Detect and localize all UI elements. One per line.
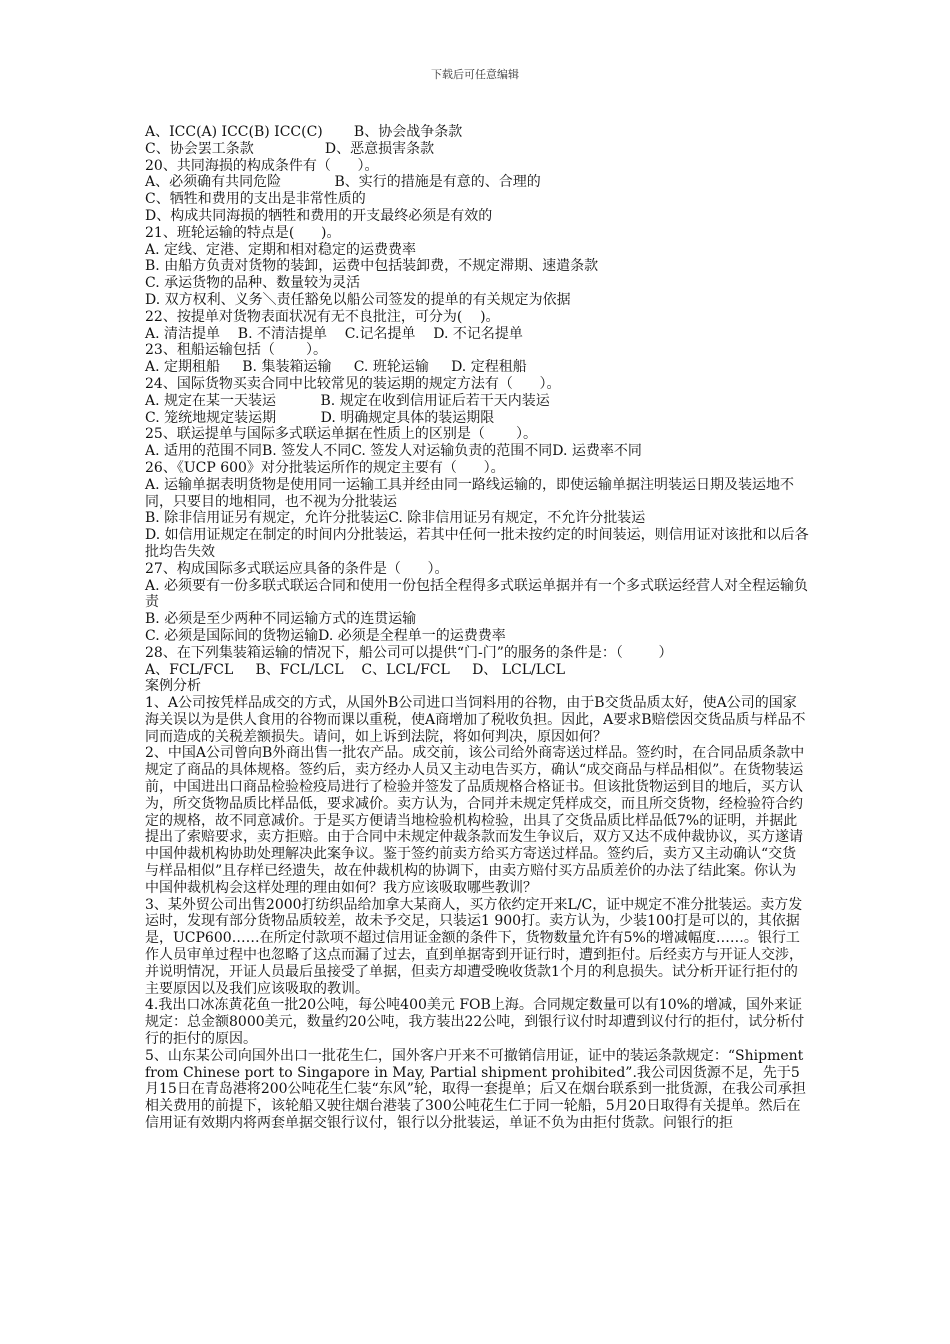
text-line: A. 适用的范围不同B. 签发人不同C. 签发人对运输负责的范围不同D. 运费率不同 xyxy=(145,443,642,460)
text-line: A、必须确有共同危险 B、实行的措施是有意的、合理的 xyxy=(145,174,541,191)
text-line: 20、共同海损的构成条件有（ ）。 xyxy=(145,157,379,174)
text-line: A. 定线、定港、定期和相对稳定的运费费率 xyxy=(145,241,417,258)
text-line: A. 定期租船 B. 集装箱运输 C. 班轮运输 D. 定程租船 xyxy=(145,359,527,376)
page-header: 下载后可任意编辑 xyxy=(431,68,519,81)
text-line: B. 由船方负责对货物的装卸，运费中包括装卸费，不规定滞期、速遣条款 xyxy=(145,258,599,275)
text-line: 24、国际货物买卖合同中比较常见的装运期的规定方法有（ ）。 xyxy=(145,375,561,392)
text-line: A、ICC(A) ICC(B) ICC(C) B、协会战争条款 xyxy=(145,124,463,140)
text-line: B. 除非信用证另有规定，允许分批装运C. 除非信用证另有规定，不允许分批装运 xyxy=(145,510,646,527)
text-line: D. 双方权利、义务＼责任豁免以船公司签发的提单的有关规定为依据 xyxy=(145,291,571,308)
text-line: C. 笼统地规定装运期 D. 明确规定具体的装运期限 xyxy=(145,409,495,426)
text-line: 2、中国A公司曾向B外商出售一批农产品。成交前，该公司给外商寄送过样品。签约时，在合同品质条款中规定了商品的具体规格。签约后，卖方经办人员又主动电告买方，确认“成交商品与样品相似”。在货物装运前，中国进出口商品检验检疫局进行了检验并签发了品质规格合格证书。但该批货物运到目的地后，买方认为，所交货物品质比样品低，要求减价。卖方认为，合同并未规定凭样成交，而且所交货物，经检验符合约定的规格，故不同意减价。于是买方便请当地检验机构检验，出具了交货品质比样品低7%的证明，并据此提出了索赔要求，卖方拒赔。由于合同中未规定仲裁条款而发生争议后，双方又达不成仲裁协议，买方遂请中国仲裁机构协助处理解决此案争议。鉴于签约前卖方给买方寄送过样品。签约后，卖方又主动确认“交货与样品相似”且存样已经遗失，故在仲裁机构的协调下，由卖方赔付买方品质差价的办法了结此案。你认为中国仲裁机构会这样处理的理由如何？我方应该吸取哪些教训？ xyxy=(145,745,805,896)
text-line: A、FCL/FCL B、FCL/LCL C、LCL/FCL D、 LCL/LCL xyxy=(145,661,566,678)
text-line: 22、按提单对货物表面状况有无不良批注，可分为( )。 xyxy=(145,308,500,325)
text-line: 21、班轮运输的特点是( )。 xyxy=(145,224,341,241)
text-line: D、构成共同海损的牺牲和费用的开支最终必须是有效的 xyxy=(145,207,493,224)
text-line: 25、联运提单与国际多式联运单据在性质上的区别是（ ）。 xyxy=(145,426,537,443)
document-body xyxy=(145,124,810,1132)
text-line: B. 必须是至少两种不同运输方式的连贯运输 xyxy=(145,611,417,628)
text-line: C、协会罢工条款 D、恶意损害条款 xyxy=(145,140,435,157)
text-line: 26、《UCP 600》对分批装运所作的规定主要有（ ）。 xyxy=(145,459,505,476)
text-line: C. 承运货物的品种、数量较为灵活 xyxy=(145,275,361,292)
text-line: 23、租船运输包括（ ）。 xyxy=(145,342,327,359)
text-line: A. 必须要有一份多联式联运合同和使用一份包括全程得多式联运单据并有一个多式联运经营人对全程运输负责 xyxy=(145,577,809,611)
text-line: 5、山东某公司向国外出口一批花生仁，国外客户开来不可撤销信用证，证中的装运条款规定：“Shipment from Chinese port to Singapore in May, Partial shipment prohibited”.我公司因货源不足，先于5月15日在青岛港将200公吨花生仁装“东风”轮，取得一套提单；后又在烟台联系到一批货源，在我公司承担相关费用的前提下，该轮船又驶往烟台港装了300公吨花生仁于同一轮船，5月20日取得有关提单。然后在信用证有效期内将两套单据交银行议付，银行以分批装运，单证不负为由拒付货款。问银行的拒 xyxy=(145,1047,808,1132)
text-line: 4.我出口冰冻黄花鱼一批20公吨，每公吨400美元 FOB上海。合同规定数量可以有10%的增减，国外来证规定：总金额8000美元，数量约20公吨，我方装出22公吨，到银行议付时却遭到议付行的拒付，试分析付行的拒付的原因。 xyxy=(145,997,805,1048)
text-line: C. 必须是国际间的货物运输D. 必须是全程单一的运费费率 xyxy=(145,627,506,644)
text-line: 1、A公司按凭样品成交的方式，从国外B公司进口当饲料用的谷物，由于B交货品质太好，使A公司的国家海关误以为是供人食用的谷物而课以重税，使A商增加了税收负担。因此，A要求B赔偿因交货品质与样品不同而造成的关税差额损失。请问，如上诉到法院，将如何判决，原因如何？ xyxy=(145,695,806,745)
text-line: A. 运输单据表明货物是使用同一运输工具并经由同一路线运输的，即使运输单据注明装运日期及装运地不同，只要目的地相同，也不视为分批装运 xyxy=(145,476,795,510)
text-line: A. 规定在某一天装运 B. 规定在收到信用证后若干天内装运 xyxy=(145,392,550,409)
text-line: A. 清洁提单 B. 不清洁提单 C.记名提单 D. 不记名提单 xyxy=(145,325,523,342)
text-line: D. 如信用证规定在制定的时间内分批装运，若其中任何一批未按约定的时间装运，则信用证对该批和以后各批均告失效 xyxy=(145,527,809,560)
text-line: 27、构成国际多式联运应具备的条件是（ ）。 xyxy=(145,560,449,577)
text-line: 3、某外贸公司出售2000打纺织品给加拿大某商人，买方依约定开来L/C，证中规定不准分批装运。卖方发运时，发现有部分货物品质较差，故未予交足，只装运1 900打。卖方认为，少装100打是可以的，其依据是，UCP600……在所定付款项不超过信用证金额的条件下，货物数量允许有5%的增减幅度……。银行工作人员审单过程中也忽略了这点而漏了过去，直到单据寄到开证行时，遭到拒付。后经卖方与开证人交涉，并说明情况，开证人员最后虽接受了单据，但卖方却遭受晚收货款1个月的利息损失。试分析开证行拒付的主要原因以及我们应该吸取的教训。 xyxy=(145,896,803,997)
text-line: C、牺牲和费用的支出是非常性质的 xyxy=(145,191,366,208)
text-line: 28、在下列集装箱运输的情况下，船公司可以提供“门-门”的服务的条件是：（ ） xyxy=(145,644,673,661)
text-line: 案例分析 xyxy=(145,678,201,695)
